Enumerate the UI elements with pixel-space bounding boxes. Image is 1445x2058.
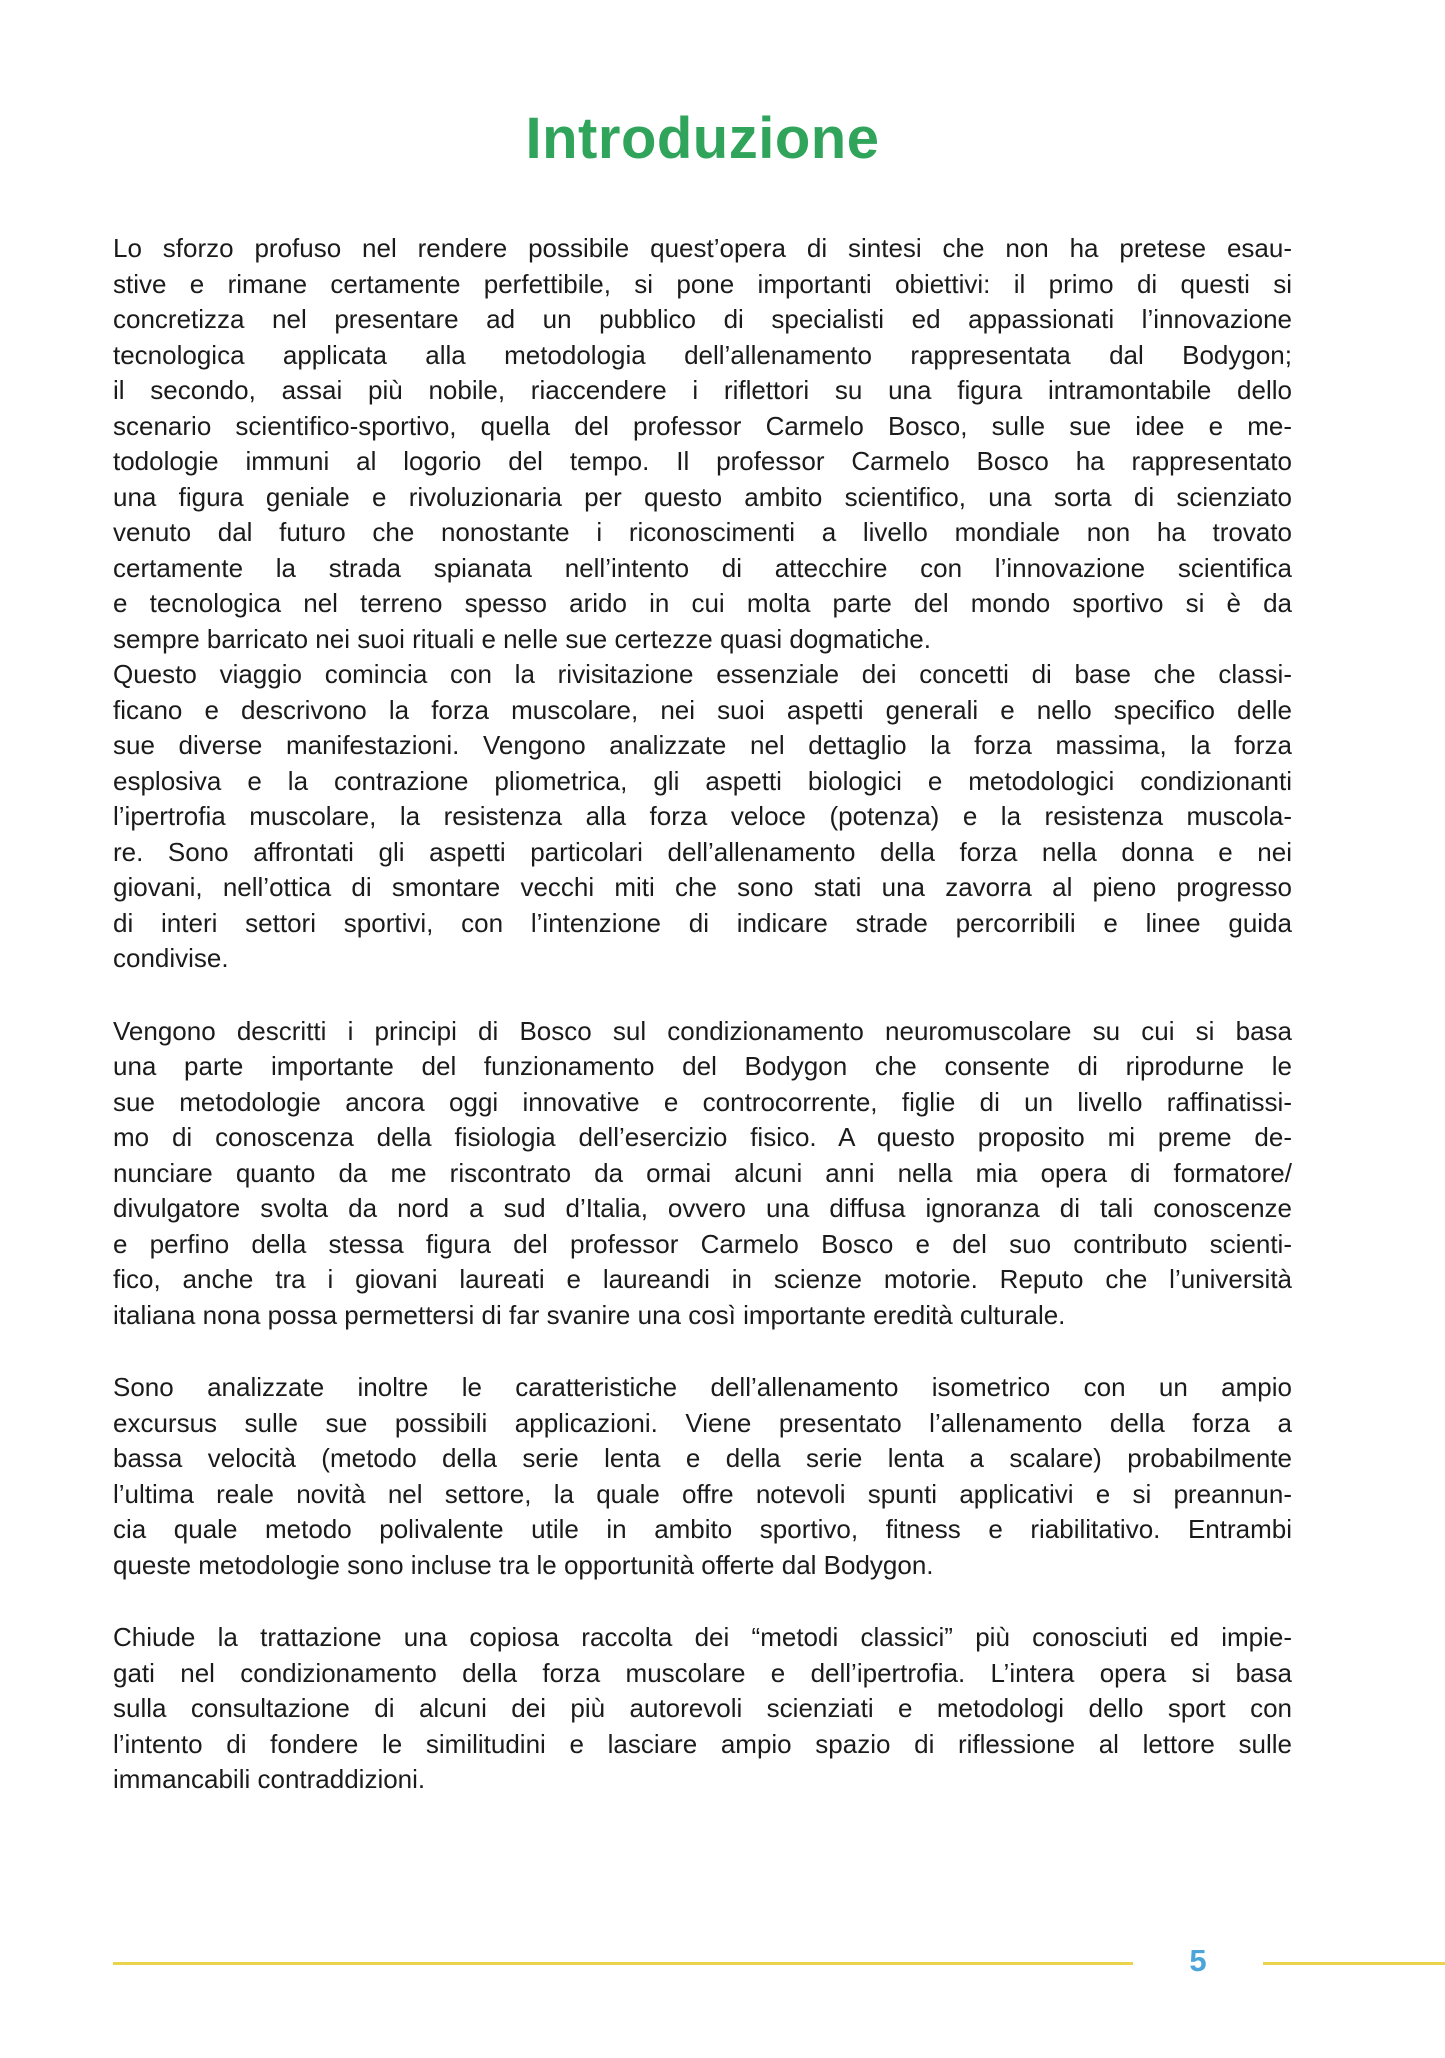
- text-line: scenario scientifico-sportivo, quella del professor Carmelo Bosco, sulle sue idee e me-: [113, 410, 1292, 441]
- text-line: gati nel condizionamento della forza muscolare e dell’ipertrofia. L’intera opera si basa: [113, 1657, 1292, 1688]
- page-title: Introduzione: [525, 106, 880, 171]
- page-number: 5: [1189, 1943, 1207, 1978]
- text-line: sue diverse manifestazioni. Vengono analizzate nel dettaglio la forza massima, la forza: [113, 730, 1292, 760]
- paragraph-bosco-principles: [113, 1014, 1292, 1334]
- text-line: tecnologica applicata alla metodologia dell’allenamento rappresentata dal Bodygon;: [113, 339, 1292, 370]
- footer-rule-left: [113, 1962, 1133, 1965]
- text-line: venuto dal futuro che nonostante i riconoscimenti a livello mondiale non ha trovato: [113, 517, 1292, 547]
- text-line: nunciare quanto da me riscontrato da ormai alcuni anni nella mia opera di formatore/: [113, 1157, 1292, 1188]
- text-line: ficano e descrivono la forza muscolare, nei suoi aspetti generali e nello specifico delle: [113, 694, 1292, 725]
- paragraph-classic-methods: [113, 1620, 1292, 1798]
- text-line: concretizza nel presentare ad un pubblico di specialisti ed appassionati l’innovazione: [113, 304, 1292, 334]
- text-line: Sono analizzate inoltre le caratteristiche dell’allenamento isometrico con un ampio: [113, 1372, 1292, 1402]
- text-line: una parte importante del funzionamento del Bodygon che consente di riprodurne le: [113, 1051, 1292, 1081]
- text-line: l’ipertrofia muscolare, la resistenza alla forza veloce (potenza) e la resistenza muscola-: [113, 801, 1292, 831]
- text-line: certamente la strada spianata nell’intento di attecchire con l’innovazione scientifica: [113, 552, 1292, 583]
- text-line: esplosiva e la contrazione pliometrica, gli aspetti biologici e metodologici condizionanti: [113, 765, 1292, 796]
- text-line: sempre barricato nei suoi rituali e nelle sue certezze quasi dogmatiche.: [113, 623, 931, 654]
- text-line: todologie immuni al logorio del tempo. Il professor Carmelo Bosco ha rappresentato: [113, 446, 1292, 476]
- text-line: immancabili contraddizioni.: [113, 1764, 426, 1794]
- text-line: queste metodologie sono incluse tra le opportunità offerte dal Bodygon.: [113, 1549, 934, 1580]
- text-line: Vengono descritti i principi di Bosco sul condizionamento neuromuscolare su cui si basa: [113, 1015, 1292, 1046]
- text-line: Chiude la trattazione una copiosa raccolta dei “metodi classici” più conosciuti ed impie-: [113, 1622, 1292, 1652]
- text-line: giovani, nell’ottica di smontare vecchi miti che sono stati una zavorra al pieno progresso: [113, 872, 1292, 902]
- text-line: fico, anche tra i giovani laureati e laureandi in scienze motorie. Reputo che l’università: [113, 1264, 1292, 1294]
- text-line: re. Sono affrontati gli aspetti particolari dell’allenamento della forza nella donna e nei: [113, 836, 1292, 867]
- text-line: stive e rimane certamente perfettibile, si pone importanti obiettivi: il primo di questi si: [113, 268, 1292, 299]
- text-line: di interi settori sportivi, con l’intenzione di indicare strade percorribili e linee guida: [113, 907, 1292, 938]
- text-line: Lo sforzo profuso nel rendere possibile quest’opera di sintesi che non ha pretese esau-: [113, 233, 1292, 263]
- text-line: Questo viaggio comincia con la rivisitazione essenziale dei concetti di base che classi-: [113, 659, 1292, 689]
- paragraph-isometric-training: [113, 1370, 1292, 1583]
- paragraph-intro-effort: [113, 231, 1292, 977]
- text-line: cia quale metodo polivalente utile in ambito sportivo, fitness e riabilitativo. Entrambi: [113, 1514, 1292, 1544]
- text-line: e perfino della stessa figura del professor Carmelo Bosco e del suo contributo scienti-: [113, 1228, 1292, 1259]
- text-line: excursus sulle sue possibili applicazioni. Viene presentato l’allenamento della forza a: [113, 1407, 1292, 1438]
- text-line: e tecnologica nel terreno spesso arido in cui molta parte del mondo sportivo si è da: [113, 588, 1292, 618]
- text-line: mo di conoscenza della fisiologia dell’esercizio fisico. A questo proposito mi preme de-: [113, 1122, 1292, 1152]
- text-line: divulgatore svolta da nord a sud d’Italia, ovvero una diffusa ignoranza di tali conoscenze: [113, 1193, 1292, 1223]
- text-line: una figura geniale e rivoluzionaria per questo ambito scientifico, una sorta di scienziato: [113, 481, 1292, 512]
- text-line: sulla consultazione di alcuni dei più autorevoli scienziati e metodologi dello sport con: [113, 1693, 1292, 1723]
- text-line: il secondo, assai più nobile, riaccendere i riflettori su una figura intramontabile dello: [113, 375, 1292, 405]
- text-line: bassa velocità (metodo della serie lenta e della serie lenta a scalare) probabilmente: [113, 1443, 1292, 1473]
- text-line: sue metodologie ancora oggi innovative e controcorrente, figlie di un livello raffinatissi-: [113, 1086, 1292, 1117]
- text-line: l’intento di fondere le similitudini e lasciare ampio spazio di riflessione al lettore sulle: [113, 1728, 1292, 1759]
- text-line: condivise.: [113, 943, 229, 973]
- footer-rule-right: [1263, 1962, 1445, 1965]
- text-line: italiana nona possa permettersi di far svanire una così importante eredità culturale.: [113, 1299, 1066, 1330]
- text-column: [113, 101, 1292, 1798]
- text-line: l’ultima reale novità nel settore, la quale offre notevoli spunti applicativi e si preannun-: [113, 1478, 1292, 1509]
